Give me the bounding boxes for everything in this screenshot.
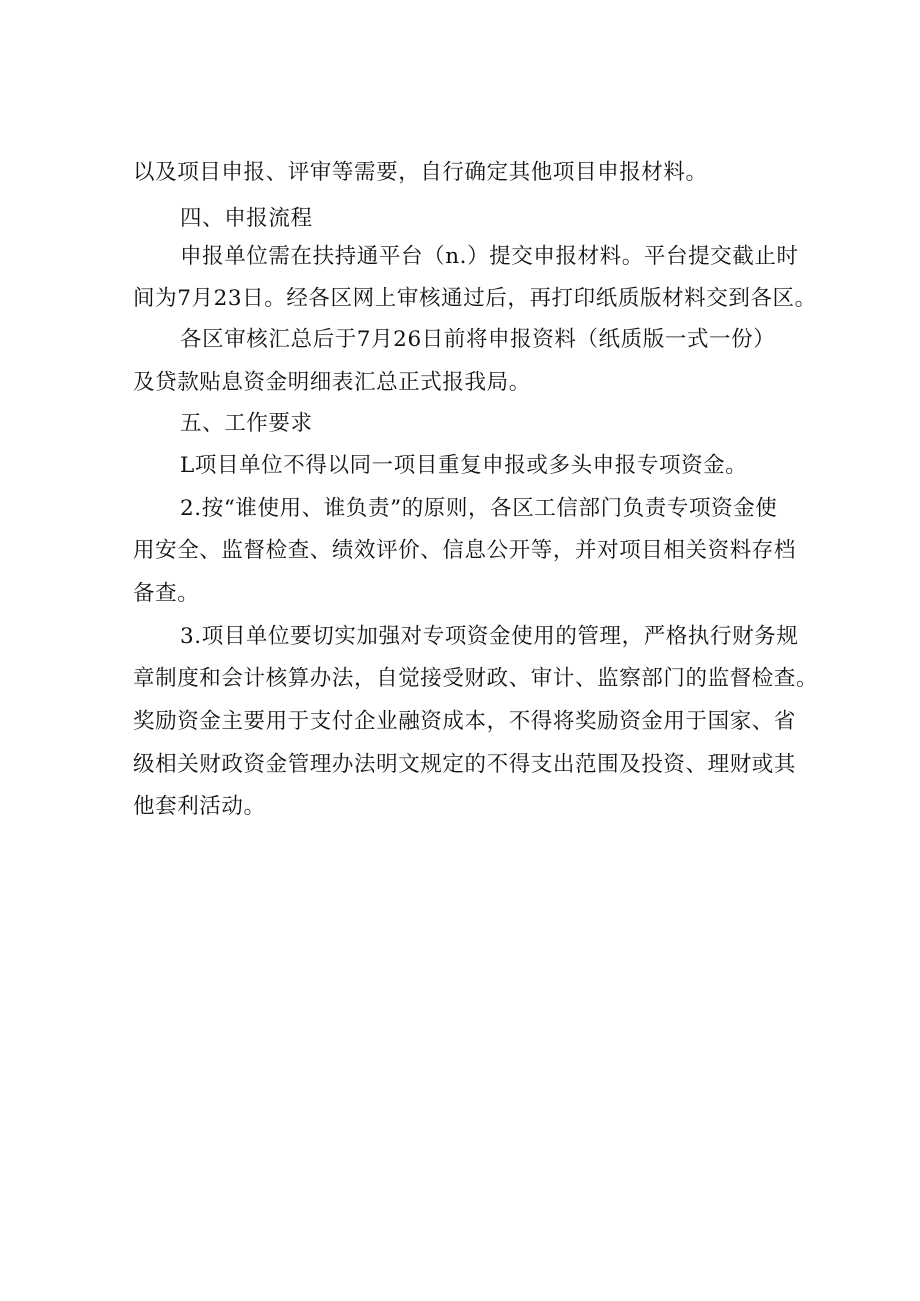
paragraph-line: 申报单位需在扶持通平台（n.）提交申报材料。平台提交截止时 [180,244,799,269]
list-item: L项目单位不得以同一项目重复申报或多头申报专项资金。 [180,453,748,478]
section-heading-requirements: 五、工作要求 [180,411,313,436]
paragraph-line: 他套利活动。 [133,794,266,819]
paragraph-line: 以及项目申报、评审等需要，自行确定其他项目申报材料。 [133,160,708,185]
paragraph-line: 间为7月23日。经各区网上审核通过后，再打印纸质版材料交到各区。 [133,286,817,311]
paragraph-line: 章制度和会计核算办法，自觉接受财政、审计、监察部门的监督检查。 [133,666,819,691]
paragraph-line: 级相关财政资金管理办法明文规定的不得支出范围及投资、理财或其 [133,752,797,777]
list-item: 3.项目单位要切实加强对专项资金使用的管理，严格执行财务规 [180,624,799,649]
paragraph-line: 及贷款贴息资金明细表汇总正式报我局。 [133,370,531,395]
paragraph-line: 备查。 [133,581,200,606]
paragraph-line: 用安全、监督检查、绩效评价、信息公开等，并对项目相关资料存档 [133,538,797,563]
list-item: 2.按“谁使用、谁负责”的原则，各区工信部门负责专项资金使 [180,496,778,521]
paragraph-line: 奖励资金主要用于支付企业融资成本，不得将奖励资金用于国家、省 [133,709,797,734]
paragraph-line: 各区审核汇总后于7月26日前将申报资料（纸质版一式一份） [180,327,776,352]
section-heading-procedure: 四、申报流程 [180,206,313,231]
